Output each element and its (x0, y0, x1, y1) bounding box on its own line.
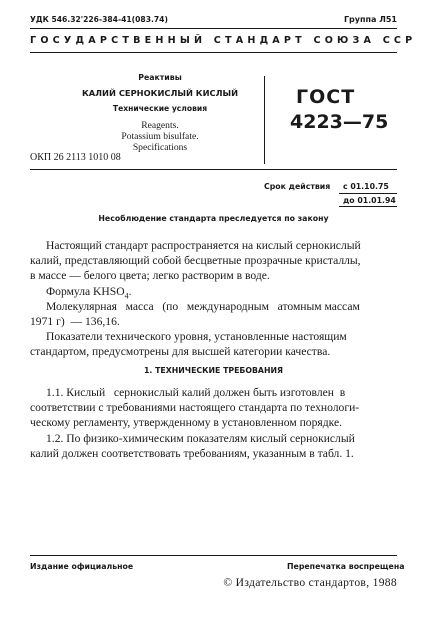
title-divider (264, 76, 265, 164)
scope-line (30, 238, 395, 253)
gost-number: 4223—75 (290, 111, 389, 133)
reprint-notice: Перепечатка воспрещена (287, 562, 405, 571)
english-title (70, 120, 250, 153)
formula-label: Формула (46, 285, 91, 298)
scope-line: калий, представляющий собой бесцветные прозрачные кристаллы, (30, 254, 361, 267)
spec-label: Технические условия (112, 104, 208, 113)
formula-period: . (128, 285, 132, 298)
validity-to: до 01.01.94 (343, 196, 396, 205)
quality-line: Показатели технического уровня, установленные настоящим (46, 330, 347, 343)
molar-mass-paragraph (30, 299, 395, 329)
okp-code: ОКП 26 2113 1010 08 (30, 152, 121, 163)
clause-1-1 (30, 385, 395, 430)
gost-label: ГОСТ (296, 86, 356, 108)
scope-paragraph (30, 238, 395, 283)
header-rule-top (30, 28, 397, 29)
clause-1-1-line: 1.1. Кислый сернокислый калий должен быть изготовлен в (46, 386, 346, 399)
product-name: КАЛИЙ СЕРНОКИСЛЫЙ КИСЛЫЙ (81, 88, 239, 98)
scope-line: в массе — белого цвета; легко растворим в воде. (30, 269, 270, 282)
copyright-notice: © Издательство стандартов, 1988 (223, 576, 397, 589)
clause-1-1-line: ческому регламенту, утвержденному в установленном порядке. (30, 416, 342, 429)
clause-1-1-line: соответствии с требованиями настоящего стандарта по технологи- (30, 401, 360, 414)
english-title-line: Reagents. (141, 120, 179, 131)
clause-1-2 (30, 431, 395, 461)
legal-warning: Несоблюдение стандарта преследуется по закону (98, 214, 329, 223)
molar-mass-line: 1971 г) — 136,16. (30, 315, 120, 328)
clause-1-2-line: калий должен соответствовать требованиям, указанным в табл. 1. (30, 447, 354, 460)
state-standard-banner: ГОСУДАРСТВЕННЫЙ СТАНДАРТ СОЮЗА ССР (30, 35, 417, 46)
header-rule-bottom (30, 52, 397, 53)
english-title-line: Specifications (132, 142, 188, 153)
validity-rule-2 (339, 206, 397, 207)
validity-from: с 01.10.75 (343, 182, 389, 191)
category-label: Реактивы (138, 73, 182, 82)
english-title-line: Potassium bisulfate. (121, 131, 199, 142)
clause-1-2-line: 1.2. По физико-химическим показателям кислый сернокислый (46, 432, 355, 445)
footer-rule (30, 555, 397, 556)
formula-subscript: 4 (124, 291, 129, 301)
quality-line: стандартом, предусмотрены для высшей категории качества. (30, 345, 331, 358)
title-block-rule (30, 169, 397, 170)
molar-mass-line: Молекулярная масса (по международным атомным массам (46, 300, 360, 313)
official-edition: Издание официальное (30, 562, 134, 571)
formula-value: KHSO (93, 285, 125, 298)
udk-code: УДК 546.32'226-384-41(083.74) (30, 15, 168, 24)
scope-line-text: Настоящий стандарт распространяется на кислый сернокислый (46, 239, 361, 252)
quality-paragraph (30, 329, 395, 359)
validity-rule-1 (339, 193, 397, 194)
group-code: Группа Л51 (343, 15, 397, 24)
section-heading: 1. ТЕХНИЧЕСКИЕ ТРЕБОВАНИЯ (143, 366, 284, 375)
validity-label: Срок действия (264, 182, 331, 191)
